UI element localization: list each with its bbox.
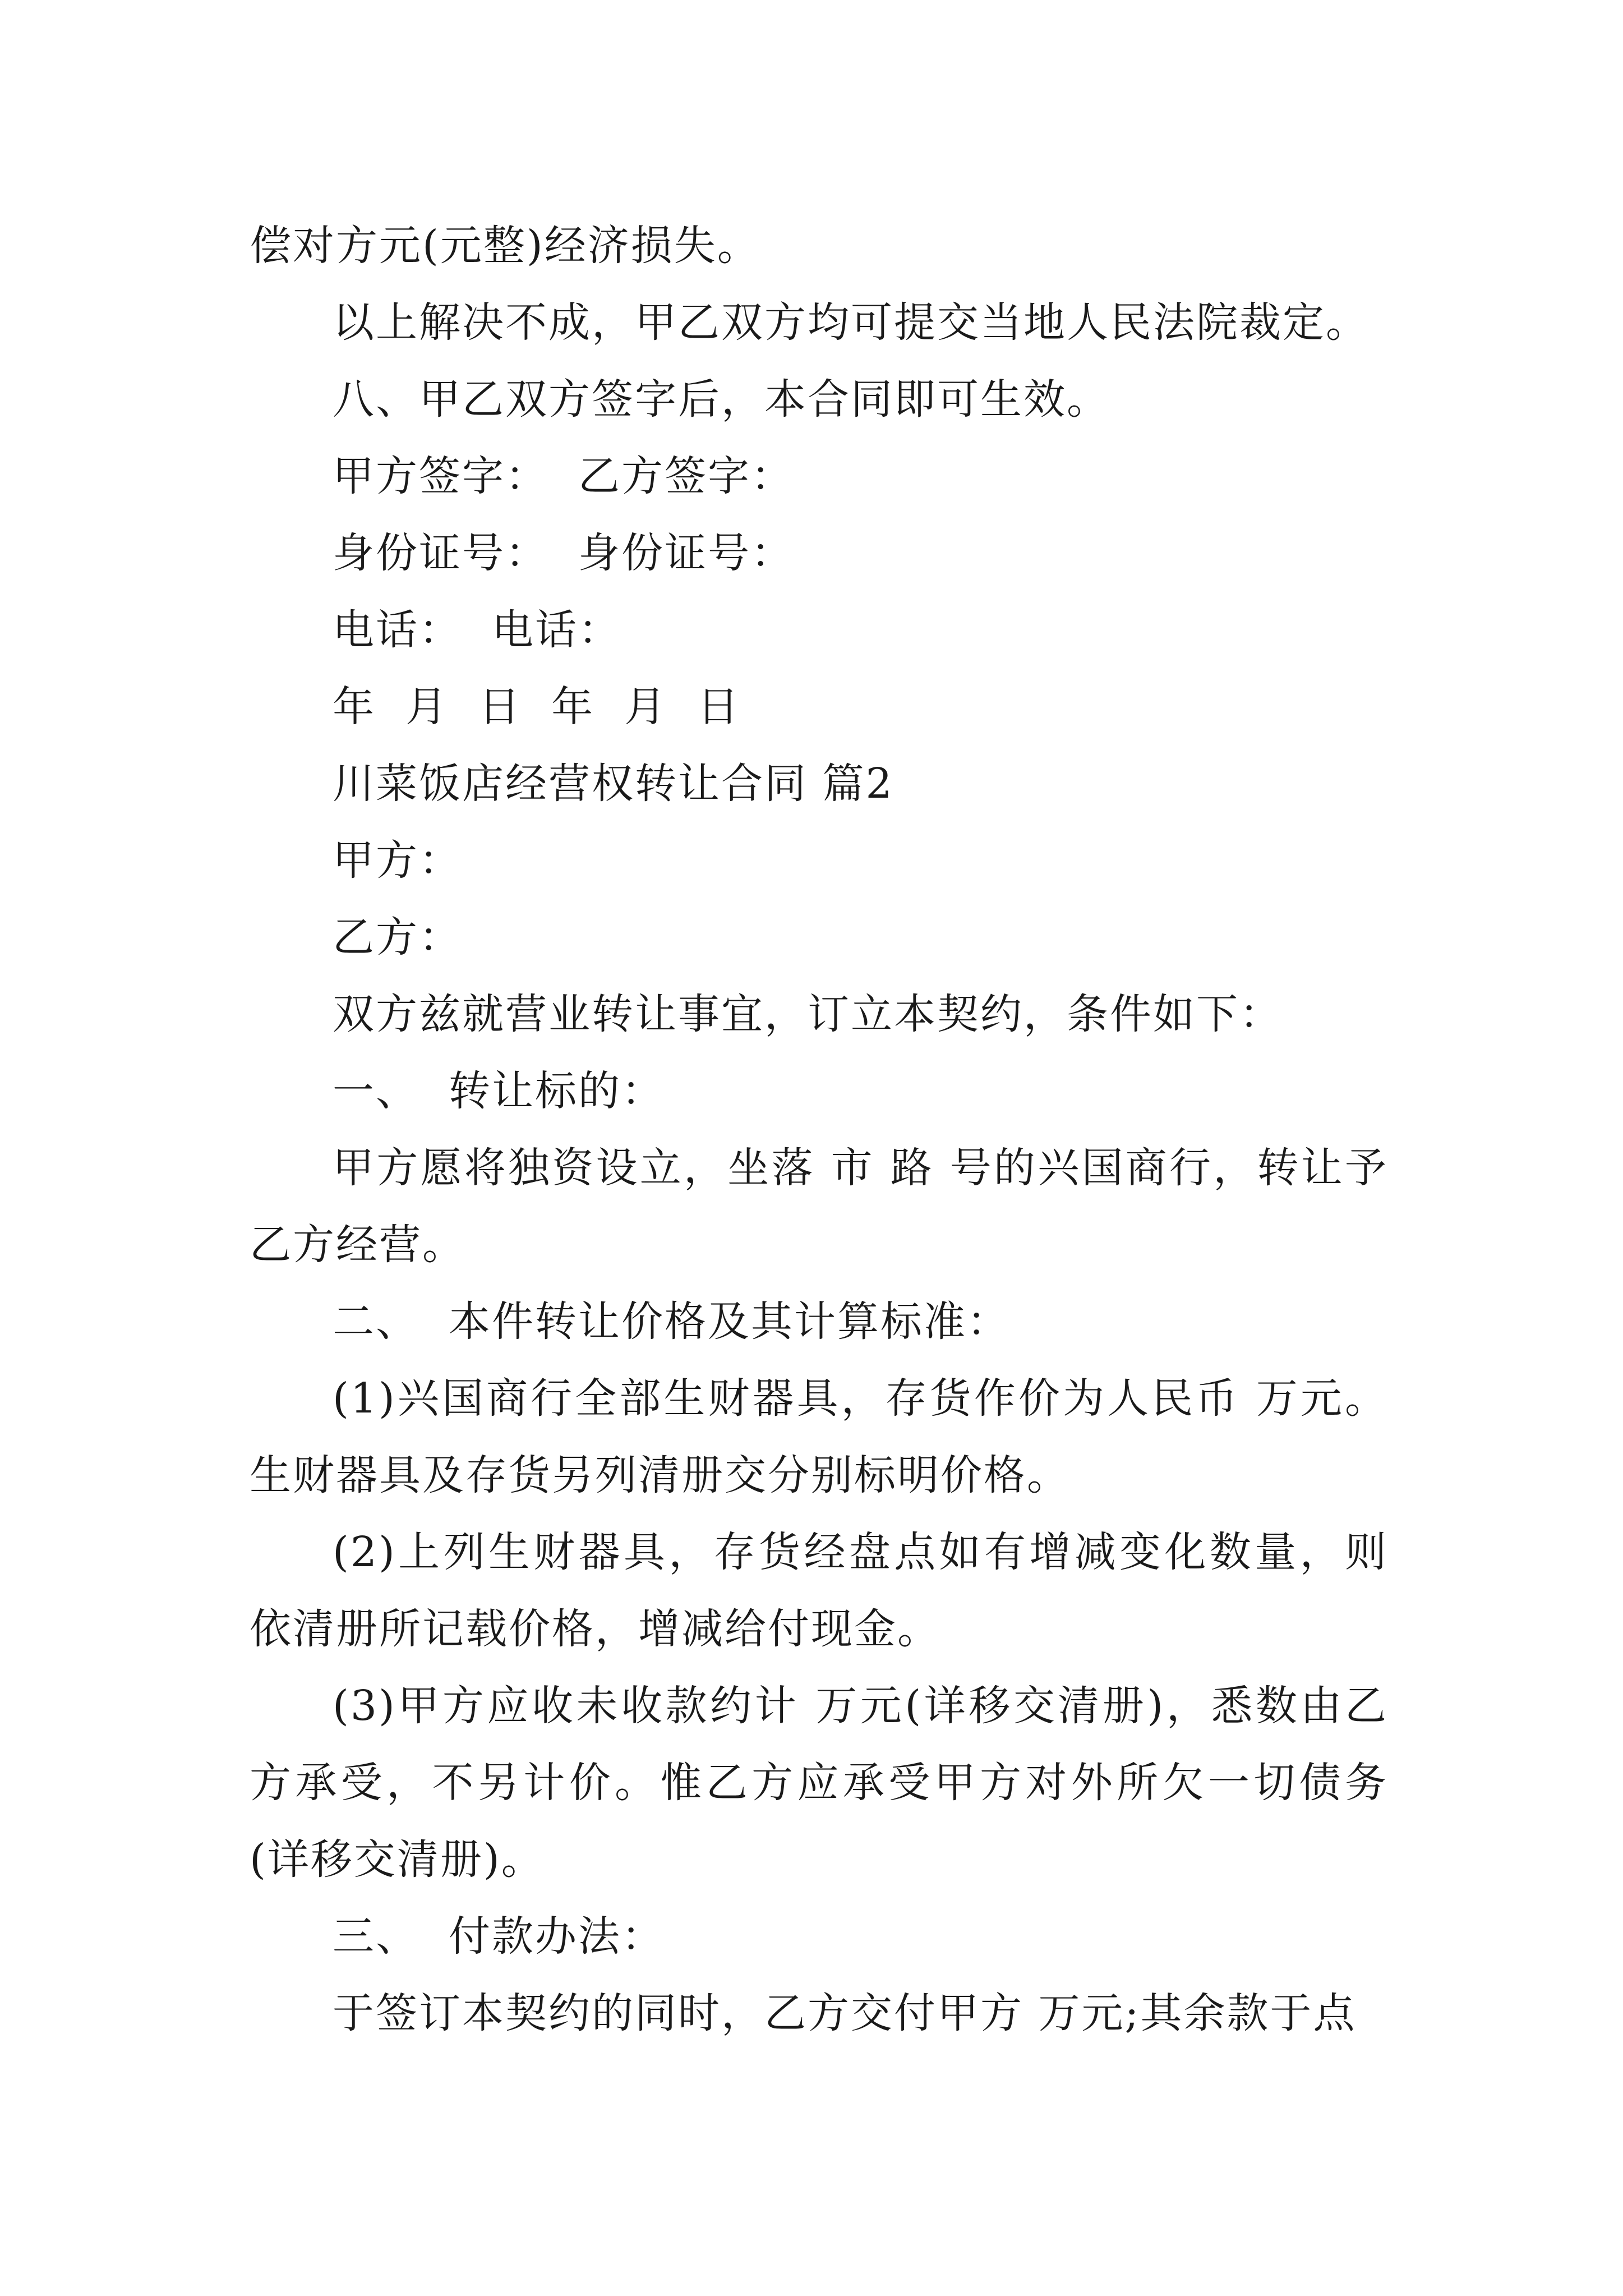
document-body	[250, 208, 1388, 2052]
signature-row: 甲方签字： 乙方签字：	[333, 452, 795, 500]
clause-heading-2: 二、 本件转让价格及其计算标准：	[333, 1297, 1011, 1346]
paragraph-effective-clause: 八、甲乙双方签字后，本合同即可生效。	[333, 375, 1110, 424]
clause-heading-3: 三、 付款办法：	[333, 1912, 665, 1961]
section-title: 川菜饭店经营权转让合同 篇2	[333, 760, 894, 808]
paragraph-compensation: 偿对方元(元整)经济损失。	[250, 222, 760, 270]
party-b-line: 乙方：	[333, 913, 462, 961]
party-a-line: 甲方：	[333, 836, 462, 885]
paragraph-item-1: (1)兴国商行全部生财器具，存货作价为人民币 万元。生财器具及存货另列清册交分别标明价格。	[250, 1374, 1388, 1499]
clause-heading-1: 一、 转让标的：	[333, 1067, 665, 1115]
paragraph-payment: 于签订本契约的同时，乙方交付甲方 万元;其余款于点	[333, 1989, 1357, 2037]
phone-row: 电话： 电话：	[333, 606, 622, 654]
paragraph-intro: 双方兹就营业转让事宜，订立本契约，条件如下：	[333, 990, 1283, 1038]
date-row: 年 月 日 年 月 日	[333, 683, 741, 731]
paragraph-dispute-resolution: 以上解决不成，甲乙双方均可提交当地人民法院裁定。	[333, 298, 1369, 347]
paragraph-item-2: (2)上列生财器具，存货经盘点如有增减变化数量，则依清册所记载价格，增减给付现金。	[250, 1528, 1388, 1653]
paragraph-item-3: (3)甲方应收未收款约计 万元(详移交清册)，悉数由乙方承受，不另计价。惟乙方应承受甲方对外所欠一切债务(详移交清册)。	[250, 1682, 1388, 1884]
id-number-row: 身份证号： 身份证号：	[333, 529, 795, 577]
paragraph-transfer-subject: 甲方愿将独资设立，坐落 市 路 号的兴国商行，转让予乙方经营。	[250, 1144, 1388, 1269]
